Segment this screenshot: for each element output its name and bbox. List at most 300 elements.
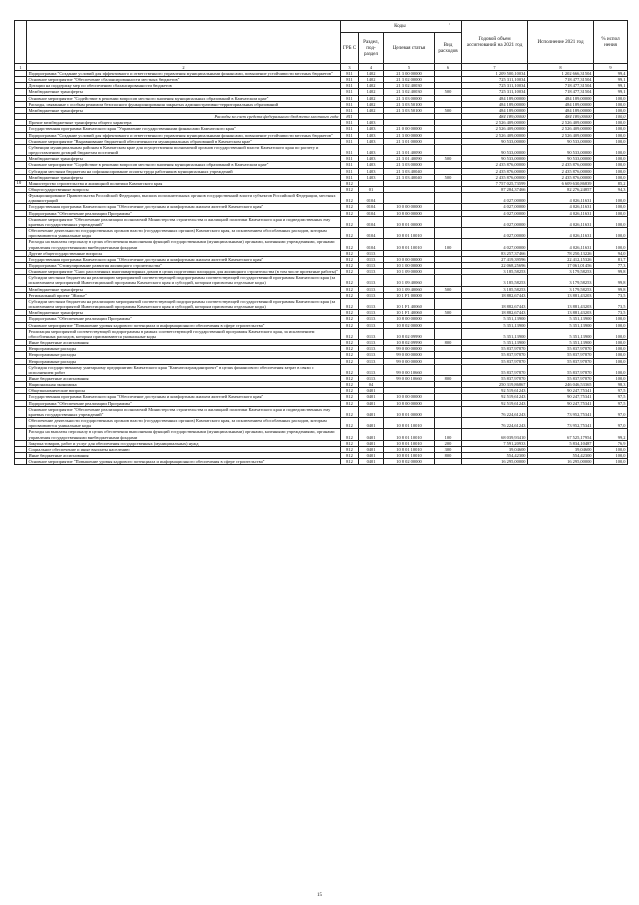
row-plan-amount-cell: 484 189,00000 (462, 95, 528, 101)
row-grbs-cell: 812 (341, 364, 359, 375)
row-execution-amount-cell: 90 533,00000 (528, 138, 594, 144)
row-execution-amount-cell: 2 526 409,00000 (528, 126, 594, 132)
row-section-cell: 04 (359, 382, 384, 388)
row-description-cell: Подпрограмма "Создание условий для эффективного и ответственного управления муниципальными финансами, повышение устойчивости местных бюджетов" (27, 132, 341, 138)
row-target-article-cell: 10 8 01 10010 (384, 446, 435, 452)
row-section-cell: 0401 (359, 453, 384, 459)
row-target-article-cell: 21 3 03 40040 (384, 168, 435, 174)
row-plan-amount-cell: 7 757 025,73599 (462, 180, 528, 186)
row-grbs-cell: 812 (341, 228, 359, 239)
row-description-cell: Иные бюджетные ассигнования (27, 375, 341, 381)
row-target-article-cell: 10 1 09 00000 (384, 269, 435, 275)
row-description-cell: Межбюджетные трансферты (27, 156, 341, 162)
table-row (15, 406, 628, 417)
row-grbs-cell: 812 (341, 440, 359, 446)
row-section-cell: 0113 (359, 250, 384, 256)
row-description-cell: Основное мероприятие "Обеспечение реализации полномочий Министерства строительства и жилищной политики Камчатского края и подведомственных ему краевых государственных учреждений" (27, 406, 341, 417)
row-plan-amount-cell: 55 837,97870 (462, 352, 528, 358)
row-plan-amount-cell: 5 351,13900 (462, 316, 528, 322)
index-cell: 5 (384, 64, 435, 71)
row-number-cell (15, 144, 27, 155)
row-section-cell: 0401 (359, 388, 384, 394)
row-section-cell: 0401 (359, 429, 384, 440)
row-execution-amount-cell: 82 276,24857 (528, 186, 594, 192)
row-execution-amount-cell: 1 202 666,31504 (528, 71, 594, 77)
row-plan-amount-cell: 2 526 409,00000 (462, 126, 528, 132)
row-section-cell: 0113 (359, 346, 384, 352)
row-percent-cell: 94,0 (594, 250, 628, 256)
table-row (15, 364, 628, 375)
header-target-article: Целевая статья (384, 33, 435, 64)
row-percent-cell: 100,0 (594, 95, 628, 101)
row-grbs-cell: 812 (341, 346, 359, 352)
row-execution-amount-cell: 2 435 876,00000 (528, 162, 594, 168)
row-target-article-cell: 21 3 00 00000 (384, 71, 435, 77)
row-grbs-cell: 812 (341, 352, 359, 358)
row-execution-amount-cell: 2 435 876,00000 (528, 168, 594, 174)
header-number (15, 21, 27, 64)
row-grbs-cell: 811 (341, 83, 359, 89)
row-percent-cell: 73,5 (594, 310, 628, 316)
row-section-cell: 0113 (359, 352, 384, 358)
row-execution-amount-cell: 17 061,01456 (528, 263, 594, 269)
row-target-article-cell: 10 1 00 00000 (384, 263, 435, 269)
row-description-cell: Субсидии местным бюджетам на реализацию мероприятий соответствующей подпрограммы соответствующей государственной программы Камчатского края (за исключением мероприятий Инвестиционной программы Камчатского края и субсидий, которым присвоены отдельные коды) (27, 298, 341, 309)
row-target-article-cell: 21 3 03 50100 (384, 101, 435, 107)
row-percent-cell: 100,0 (594, 340, 628, 346)
row-description-cell: Межбюджетные трансферты (27, 89, 341, 95)
row-execution-amount-cell: 90 533,00000 (528, 156, 594, 162)
header-grbs: ГРБ С (341, 33, 359, 64)
row-description-cell: Подпрограмма "Стимулирование развития жилищного строительства" (27, 263, 341, 269)
row-grbs-cell: 811 (341, 95, 359, 101)
row-expense-type-cell (435, 298, 462, 309)
index-cell: 8 (528, 64, 594, 71)
row-plan-amount-cell: 725 311,10034 (462, 77, 528, 83)
row-section-cell: 1402 (359, 77, 384, 83)
row-description-cell: Дотации на поддержку мер по обеспечению сбалансированности бюджетов (27, 83, 341, 89)
row-plan-amount-cell: 5 351,13900 (462, 328, 528, 339)
row-section-cell: 1403 (359, 162, 384, 168)
row-execution-amount-cell: 3 179,58253 (528, 269, 594, 275)
row-target-article-cell: 10 8 01 10010 (384, 228, 435, 239)
row-target-article-cell: 21 3 02 40030 (384, 89, 435, 95)
row-target-article-cell: 10 8 00 00000 (384, 210, 435, 216)
row-plan-amount-cell: 4 027,00000 (462, 216, 528, 227)
row-section-cell: 0104 (359, 239, 384, 250)
row-percent-cell: 100,0 (594, 453, 628, 459)
row-description-cell: Субсидии местным бюджетам на реализацию мероприятий соответствующей подпрограммы соответствующей государственной программы Камчатского края (за исключением мероприятий Инвестиционной программы Камчатского края и субсидий, которым присвоены отдельные коды) (27, 275, 341, 286)
row-grbs-cell: 811 (341, 132, 359, 138)
row-number-cell (15, 418, 27, 429)
row-target-article-cell: 10 8 02 00000 (384, 459, 435, 465)
page-number: 15 (317, 893, 322, 898)
row-percent-cell: 99,8 (594, 275, 628, 286)
row-grbs-cell: 812 (341, 429, 359, 440)
row-target-article-cell: 10 1 09 40060 (384, 275, 435, 286)
row-execution-amount-cell: 4 026,11631 (528, 228, 594, 239)
row-execution-amount-cell: 718 477,31504 (528, 89, 594, 95)
row-section-cell: 1403 (359, 174, 384, 180)
row-plan-amount-cell: 90 533,00000 (462, 144, 528, 155)
row-number-cell (15, 429, 27, 440)
row-grbs-cell: 811 (341, 101, 359, 107)
row-execution-amount-cell: 4 026,11631 (528, 204, 594, 210)
row-percent-cell: 100,0 (594, 216, 628, 227)
row-grbs-cell: 811 (341, 107, 359, 113)
row-section-cell: 0113 (359, 358, 384, 364)
index-cell: 1 (15, 64, 27, 71)
row-expense-type-cell: 500 (435, 174, 462, 180)
row-percent-cell: 100,0 (594, 144, 628, 155)
row-plan-amount-cell: 484 189,00000 (462, 107, 528, 113)
row-section-cell: 0113 (359, 256, 384, 262)
row-target-article-cell: 99 0 00 00000 (384, 352, 435, 358)
row-plan-amount-cell: 90 533,00000 (462, 156, 528, 162)
row-plan-amount-cell: 5 351,13900 (462, 322, 528, 328)
header-name (27, 21, 341, 64)
row-execution-amount-cell: 78 250,13226 (528, 250, 594, 256)
row-execution-amount-cell: 13 881,43203 (528, 298, 594, 309)
row-execution-amount-cell: 484 189,00000 (528, 95, 594, 101)
row-target-article-cell: 10 8 02 09990 (384, 328, 435, 339)
row-grbs-cell: 812 (341, 186, 359, 192)
row-plan-amount-cell: 39,04600 (462, 446, 528, 452)
row-target-article-cell: 21 3 03 00000 (384, 95, 435, 101)
row-grbs-cell: 812 (341, 418, 359, 429)
row-description-cell: Иные бюджетные ассигнования (27, 340, 341, 346)
row-plan-amount-cell: 1 209 500,10034 (462, 71, 528, 77)
row-grbs-cell: 811 (341, 120, 359, 126)
row-grbs-cell: 812 (341, 193, 359, 204)
header-expense-type: Вид расходов (435, 33, 462, 64)
row-execution-amount-cell: 22 412,15326 (528, 256, 594, 262)
row-target-article-cell: 10 8 02 00000 (384, 322, 435, 328)
row-percent-cell: 100,0 (594, 114, 628, 120)
row-plan-amount-cell: 2 435 876,00000 (462, 162, 528, 168)
row-expense-type-cell (435, 418, 462, 429)
row-execution-amount-cell: 13 881,43203 (528, 292, 594, 298)
row-section-cell: 0104 (359, 210, 384, 216)
row-plan-amount-cell: 16 295,00000 (462, 459, 528, 465)
row-grbs-cell: 811 (341, 162, 359, 168)
row-description-cell: Межбюджетные трансферты (27, 310, 341, 316)
row-target-article-cell: 21 3 01 40090 (384, 144, 435, 155)
row-target-article-cell: 99 0 00 10660 (384, 375, 435, 381)
row-grbs-cell: 812 (341, 340, 359, 346)
row-plan-amount-cell: 92 519,61243 (462, 394, 528, 400)
row-number-cell (15, 298, 27, 309)
row-plan-amount-cell: 2 526 409,00000 (462, 120, 528, 126)
row-grbs-cell: 812 (341, 269, 359, 275)
row-execution-amount-cell: 4 026,11631 (528, 210, 594, 216)
row-execution-amount-cell: 55 837,97870 (528, 352, 594, 358)
row-number-cell (15, 459, 27, 465)
row-grbs-cell: 812 (341, 459, 359, 465)
row-grbs-cell: 811 (341, 168, 359, 174)
row-target-article-cell: 99 0 00 10660 (384, 364, 435, 375)
row-description-cell: Прочие межбюджетные трансферты общего характера (27, 120, 341, 126)
row-number-cell (15, 275, 27, 286)
row-percent-cell: 100,0 (594, 446, 628, 452)
row-grbs-cell: 811 (341, 77, 359, 83)
header-index-row (15, 64, 628, 71)
row-section-cell: 0113 (359, 310, 384, 316)
row-description-cell: Основное мероприятие "Повышение уровня кадрового потенциала и информационного обеспечения в сфере строительства" (27, 459, 341, 465)
row-description-cell: Подпрограмма "Обеспечение реализации Программы" (27, 316, 341, 322)
row-plan-amount-cell: 3 185,58253 (462, 275, 528, 286)
row-number-cell (15, 328, 27, 339)
row-execution-amount-cell: 55 837,97870 (528, 375, 594, 381)
table-row (15, 328, 628, 339)
table-row (15, 298, 628, 309)
row-target-article-cell: 10 8 00 00000 (384, 316, 435, 322)
row-section-cell: 0113 (359, 316, 384, 322)
row-percent-cell: 100,0 (594, 459, 628, 465)
row-execution-amount-cell: 90 247,75341 (528, 400, 594, 406)
row-percent-cell: 100,0 (594, 322, 628, 328)
row-section-cell: 1403 (359, 144, 384, 155)
row-plan-amount-cell: 484 189,00000 (462, 101, 528, 107)
row-plan-amount-cell: 2 435 876,00000 (462, 168, 528, 174)
row-description-cell: Основное мероприятие "Обеспечение реализации полномочий Министерства строительства и жилищной политики Камчатского края и подведомственных ему краевых государственных учреждений" (27, 216, 341, 227)
row-execution-amount-cell: 718 477,31504 (528, 77, 594, 83)
row-execution-amount-cell: 484 189,00000 (528, 101, 594, 107)
row-section-cell: 1403 (359, 126, 384, 132)
row-grbs-cell: 812 (341, 358, 359, 364)
row-section-cell: 0104 (359, 193, 384, 204)
row-grbs-cell: 812 (341, 204, 359, 210)
row-target-article-cell: 21 3 02 40030 (384, 83, 435, 89)
row-execution-amount-cell: 4 026,11631 (528, 239, 594, 250)
row-execution-amount-cell: 5 351,13900 (528, 340, 594, 346)
row-description-cell: Основное мероприятие "Выравнивание бюджетной обеспеченности муниципальных образований в Камчатском крае" (27, 138, 341, 144)
row-description-cell: Обеспечение деятельности государственных органов власти (государственных органов) Камчатского края, за исключением обособленных расходов, которым присваиваются уникальные коды (27, 228, 341, 239)
row-expense-type-cell (435, 364, 462, 375)
row-section-cell: 0401 (359, 440, 384, 446)
row-grbs-cell: 812 (341, 375, 359, 381)
row-grbs-cell: 812 (341, 286, 359, 292)
row-description-cell: Общегосударственные вопросы (27, 186, 341, 192)
row-plan-amount-cell: 554,42300 (462, 453, 528, 459)
index-cell: 9 (594, 64, 628, 71)
table-row (15, 459, 628, 465)
row-grbs-cell: 812 (341, 263, 359, 269)
row-execution-amount-cell: 13 881,43203 (528, 310, 594, 316)
row-percent-cell: 100,0 (594, 352, 628, 358)
row-target-article-cell: 99 0 00 00000 (384, 346, 435, 352)
row-execution-amount-cell: 2 526 409,00000 (528, 132, 594, 138)
row-percent-cell: 99,4 (594, 71, 628, 77)
row-expense-type-cell (435, 144, 462, 155)
row-plan-amount-cell: 55 837,97870 (462, 375, 528, 381)
row-section-cell: 0113 (359, 286, 384, 292)
row-number-cell (15, 239, 27, 250)
row-plan-amount-cell: 18 882,67443 (462, 298, 528, 309)
row-expense-type-cell: 500 (435, 89, 462, 95)
row-grbs-cell: 812 (341, 382, 359, 388)
row-grbs-cell: 812 (341, 310, 359, 316)
row-expense-type-cell: 100 (435, 429, 462, 440)
row-section-cell: 1403 (359, 132, 384, 138)
row-description-cell: Другие общегосударственные вопросы (27, 250, 341, 256)
row-execution-amount-cell: 16 295,00000 (528, 459, 594, 465)
row-target-article-cell: 10 0 00 00000 (384, 204, 435, 210)
row-grbs-cell: 811 (341, 138, 359, 144)
row-grbs-cell: 811 (341, 126, 359, 132)
row-percent-cell: 97,0 (594, 406, 628, 417)
row-description-cell: Подпрограмма "Создание условий для эффективного и ответственного управления муниципальными финансами, повышение устойчивости местных бюджетов" (27, 71, 341, 77)
row-percent-cell: 85,2 (594, 180, 628, 186)
row-percent-cell: 97,0 (594, 418, 628, 429)
row-target-article-cell: 10 1 F1 40060 (384, 310, 435, 316)
table-row (15, 429, 628, 440)
header-codes-group (341, 21, 462, 33)
row-percent-cell: 100,0 (594, 120, 628, 126)
row-grbs-cell: 812 (341, 446, 359, 452)
row-plan-amount-cell: 4 027,00000 (462, 228, 528, 239)
row-plan-amount-cell: 250 319,86867 (462, 382, 528, 388)
row-percent-cell: 99,1 (594, 83, 628, 89)
row-plan-amount-cell: 83 257,37466 (462, 250, 528, 256)
row-grbs-cell: 811 (341, 156, 359, 162)
row-grbs-cell: 812 (341, 275, 359, 286)
row-section-cell: 1402 (359, 101, 384, 107)
row-execution-amount-cell: 2 435 876,00000 (528, 174, 594, 180)
row-description-cell: Непрограммные расходы (27, 346, 341, 352)
row-percent-cell: 73,5 (594, 292, 628, 298)
row-execution-amount-cell: 55 837,97870 (528, 358, 594, 364)
row-description-cell: Региональный проект "Жилье" (27, 292, 341, 298)
header-execution: Исполнение 2021 год (528, 21, 594, 64)
header-annual-plan: Годовой объем ассигнований на 2021 год (462, 21, 528, 64)
row-number-cell: 10 (15, 180, 27, 186)
row-percent-cell: 100,0 (594, 328, 628, 339)
row-percent-cell: 97,5 (594, 400, 628, 406)
row-execution-amount-cell: 90 533,00000 (528, 144, 594, 155)
row-section-cell: 0401 (359, 418, 384, 429)
row-description-cell: Расходы на выплаты персоналу в целях обеспечения выполнения функций государственными (муниципальными) органами, казенными учреждениями, органами управления государственными внебюджетными фондами (27, 239, 341, 250)
row-plan-amount-cell: 87 284,37466 (462, 186, 528, 192)
row-target-article-cell: 10 8 01 10010 (384, 440, 435, 446)
row-section-cell: 1402 (359, 95, 384, 101)
row-section-cell: 0113 (359, 292, 384, 298)
row-grbs-cell: 812 (341, 394, 359, 400)
row-plan-amount-cell: 4 027,00000 (462, 193, 528, 204)
row-execution-amount-cell: 55 837,97870 (528, 364, 594, 375)
row-execution-amount-cell: 2 526 409,00000 (528, 120, 594, 126)
row-target-article-cell (384, 193, 435, 204)
row-plan-amount-cell: 2 526 409,00000 (462, 132, 528, 138)
row-target-article-cell: 21 0 00 00000 (384, 126, 435, 132)
row-percent-cell: 100,0 (594, 375, 628, 381)
row-section-cell: 0104 (359, 204, 384, 210)
row-execution-amount-cell: 39,04600 (528, 446, 594, 452)
row-expense-type-cell (435, 275, 462, 286)
row-expense-type-cell: 800 (435, 375, 462, 381)
row-grbs-cell: 812 (341, 239, 359, 250)
row-execution-amount-cell: 55 837,97870 (528, 346, 594, 352)
row-section-cell: 0113 (359, 340, 384, 346)
row-target-article-cell: 10 1 09 40060 (384, 286, 435, 292)
row-plan-amount-cell: 92 519,61243 (462, 388, 528, 394)
row-execution-amount-cell: 73 952,75341 (528, 406, 594, 417)
row-percent-cell: 73,5 (594, 298, 628, 309)
row-plan-amount-cell: 92 519,61243 (462, 400, 528, 406)
row-percent-cell: 76,9 (594, 440, 628, 446)
row-section-cell: 1402 (359, 107, 384, 113)
row-target-article-cell: 10 1 F1 00000 (384, 292, 435, 298)
row-percent-cell: 100,0 (594, 316, 628, 322)
row-description-cell: Общеэкономические вопросы (27, 388, 341, 394)
row-section-cell: 0401 (359, 394, 384, 400)
row-number-cell (15, 406, 27, 417)
row-percent-cell: 100,0 (594, 138, 628, 144)
table-row (15, 239, 628, 250)
row-description-cell: Государственная программа Камчатского края "Управление государственными финансами Камчатского края" (27, 126, 341, 132)
row-description-cell: Основное мероприятие "Снос расселенных многоквартирных домов в целях подготовки площадок для жилищного строительства (в том числе проектные работы)" (27, 269, 341, 275)
row-number-cell (15, 193, 27, 204)
row-grbs-cell: 811 (341, 89, 359, 95)
row-percent-cell: 81,7 (594, 256, 628, 262)
row-description-cell: Субвенции муниципальным районам в Камчатском крае для осуществления полномочий органов государственной власти Камчатского края по расчету и предоставлению дотаций бюджетам поселений (27, 144, 341, 155)
row-execution-amount-cell: 4 026,11631 (528, 216, 594, 227)
row-target-article-cell: 21 3 03 50100 (384, 107, 435, 113)
row-percent-cell: 100,0 (594, 358, 628, 364)
row-percent-cell: 97,5 (594, 388, 628, 394)
row-percent-cell: 99,8 (594, 269, 628, 275)
row-description-cell: Государственная программа Камчатского края "Обеспечение доступным и комфортным жильем жителей Камчатского края" (27, 204, 341, 210)
row-target-article-cell: 99 0 00 00000 (384, 358, 435, 364)
row-target-article-cell: 10 8 01 10010 (384, 418, 435, 429)
index-cell: 6 (435, 64, 462, 71)
table-body (15, 71, 628, 465)
row-percent-cell: 100,0 (594, 101, 628, 107)
row-plan-amount-cell: 55 837,97870 (462, 346, 528, 352)
row-expense-type-cell (435, 328, 462, 339)
row-percent-cell: 100,0 (594, 174, 628, 180)
row-percent-cell: 97,5 (594, 394, 628, 400)
row-percent-cell: 99,1 (594, 89, 628, 95)
budget-table-sheet (14, 20, 627, 465)
row-plan-amount-cell: 3 185,58253 (462, 269, 528, 275)
row-plan-amount-cell: 22 068,25696 (462, 263, 528, 269)
row-plan-amount-cell: 484 189,00000 (462, 114, 528, 120)
table-row (15, 193, 628, 204)
row-description-cell: Непрограммные расходы (27, 358, 341, 364)
row-execution-amount-cell: 246 046,53365 (528, 382, 594, 388)
row-target-article-cell: 21 3 02 00000 (384, 77, 435, 83)
row-execution-amount-cell: 73 952,75341 (528, 418, 594, 429)
row-percent-cell: 98,3 (594, 382, 628, 388)
row-description-cell: Субсидия государственному унитарному предприятию Камчатского края "Камчатскгражданпроект" в целях финансового обеспечения затрат в связи с исполнением работ (27, 364, 341, 375)
row-description-cell: Подпрограмма "Обеспечение реализации Программы" (27, 400, 341, 406)
row-expense-type-cell (435, 216, 462, 227)
row-grbs-cell: 811 (341, 174, 359, 180)
row-section-cell: 0401 (359, 446, 384, 452)
row-percent-cell: 100,0 (594, 346, 628, 352)
row-expense-type-cell: 500 (435, 286, 462, 292)
row-section-cell: 0104 (359, 216, 384, 227)
row-expense-type-cell: 800 (435, 340, 462, 346)
row-execution-amount-cell: 4 026,11631 (528, 193, 594, 204)
row-target-article-cell: 10 8 01 10010 (384, 429, 435, 440)
row-percent-cell: 99,1 (594, 77, 628, 83)
row-description-cell: Государственная программа Камчатского края "Обеспечение доступным и комфортным жильем жителей Камчатского края" (27, 256, 341, 262)
row-section-cell: 0113 (359, 269, 384, 275)
row-section-cell: 1403 (359, 156, 384, 162)
table-row (15, 228, 628, 239)
